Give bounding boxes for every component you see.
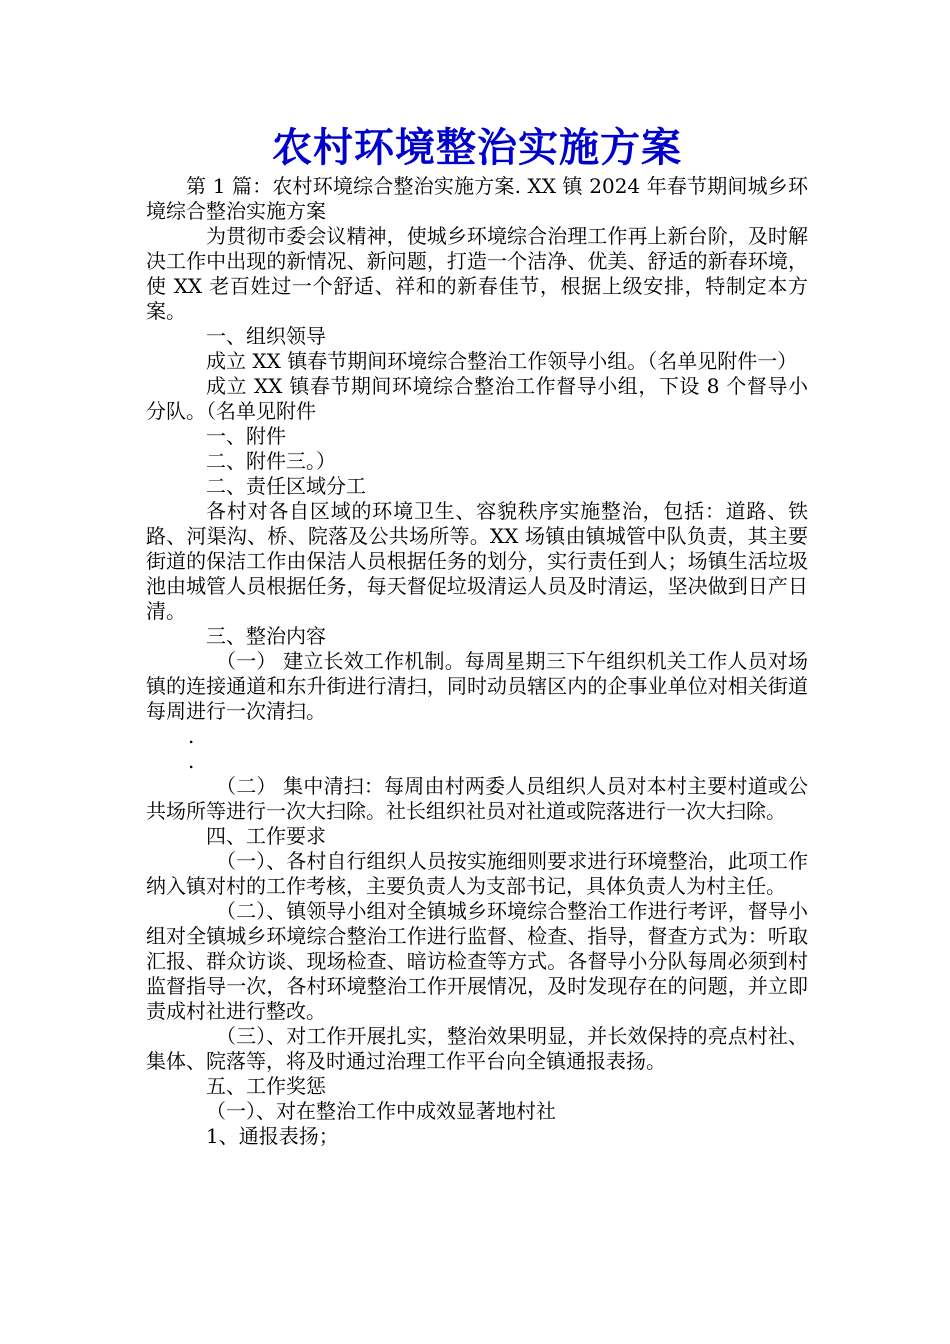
paragraph: （三）、对工作开展扎实，整治效果明显，并长效保持的亮点村社、集体、院落等，将及时通过治理工作平台向全镇通报表扬。 bbox=[146, 1024, 808, 1073]
paragraph: 各村对各自区域的环境卫生、容貌秩序实施整治，包括：道路、铁路、河渠沟、桥、院落及公共场所等。XX 场镇由镇城管中队负责，其主要街道的保洁工作由保洁人员根据任务的划分，实行责任到人；场镇生活垃圾池由城管人员根据任务，每天督促垃圾清运人员及时清运，坚决做到日产日清。 bbox=[146, 499, 808, 623]
document-body-continued bbox=[146, 774, 808, 1149]
paragraph: 1、通报表扬； bbox=[206, 1124, 339, 1148]
paragraph: （一）、对在整治工作中成效显著地村社 bbox=[206, 1099, 556, 1123]
separator-dots bbox=[146, 724, 808, 774]
document-body bbox=[146, 174, 808, 724]
paragraph: 三、整治内容 bbox=[206, 624, 326, 648]
paragraph: 为贯彻市委会议精神，使城乡环境综合治理工作再上新台阶，及时解决工作中出现的新情况、新问题，打造一个洁净、优美、舒适的新春环境，使 XX 老百姓过一个舒适、祥和的新春佳节，根据上级安排，特制定本方案。 bbox=[146, 224, 808, 323]
dot-marker: . bbox=[188, 749, 195, 773]
dot-marker: . bbox=[188, 724, 195, 748]
paragraph: （一） 建立长效工作机制。每周星期三下午组织机关工作人员对场镇的连接通道和东升街进行清扫，同时动员辖区内的企事业单位对相关街道每周进行一次清扫。 bbox=[146, 649, 808, 723]
paragraph: （二） 集中清扫：每周由村两委人员组织人员对本村主要村道或公共场所等进行一次大扫除。社长组织社员对社道或院落进行一次大扫除。 bbox=[146, 774, 808, 823]
paragraph: 五、工作奖惩 bbox=[206, 1074, 326, 1098]
paragraph: 成立 XX 镇春节期间环境综合整治工作督导小组，下设 8 个督导小分队。（名单见附件 bbox=[146, 374, 808, 423]
document-title: 农村环境整治实施方案 bbox=[272, 125, 682, 171]
document-page bbox=[146, 122, 808, 1149]
paragraph: 成立 XX 镇春节期间环境综合整治工作领导小组。（名单见附件一） bbox=[206, 349, 798, 373]
paragraph: 一、附件 bbox=[206, 424, 286, 448]
paragraph: （二）、镇领导小组对全镇城乡环境综合整治工作进行考评，督导小组对全镇城乡环境综合整治工作进行监督、检查、指导，督查方式为：听取汇报、群众访谈、现场检查、暗访检查等方式。各督导小分队每周必须到村监督指导一次，各村环境整治工作开展情况，及时发现存在的问题，并立即责成村社进行整改。 bbox=[146, 899, 808, 1023]
paragraph: 二、责任区域分工 bbox=[206, 474, 366, 498]
paragraph: 二、附件三。） bbox=[206, 449, 336, 473]
paragraph: （一）、各村自行组织人员按实施细则要求进行环境整治，此项工作纳入镇对村的工作考核，主要负责人为支部书记，具体负责人为村主任。 bbox=[146, 849, 808, 898]
paragraph: 第 1 篇：农村环境综合整治实施方案. XX 镇 2024 年春节期间城乡环境综合整治实施方案 bbox=[146, 174, 808, 223]
paragraph: 四、工作要求 bbox=[206, 824, 326, 848]
paragraph: 一、组织领导 bbox=[206, 324, 326, 348]
